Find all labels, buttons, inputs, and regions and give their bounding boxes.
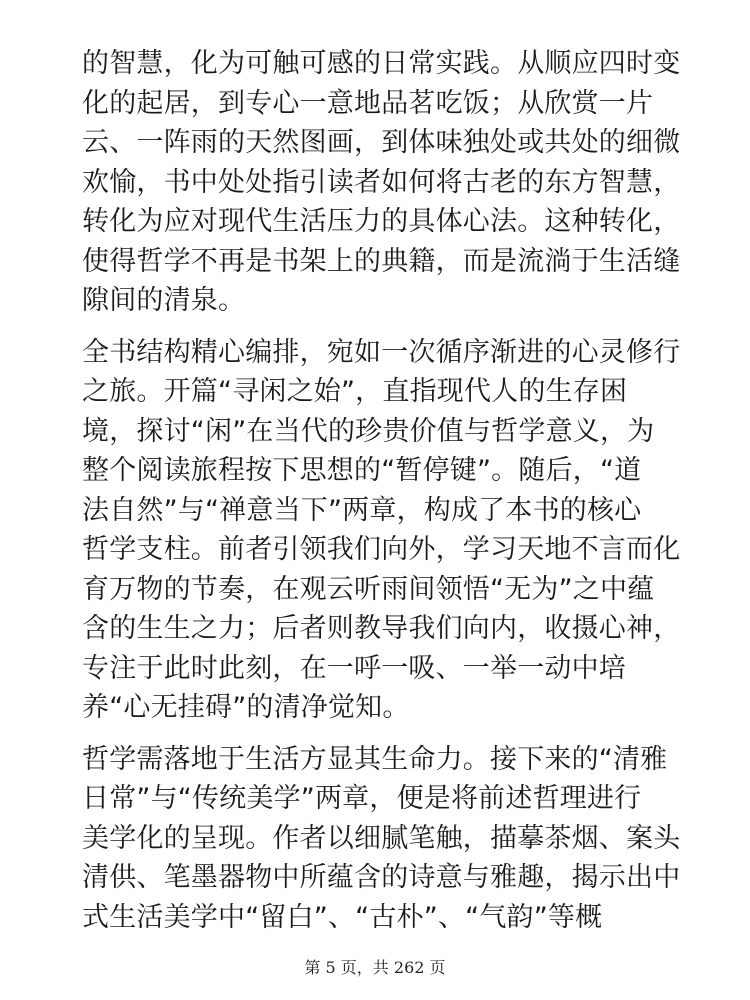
text-line: 哲学需落地于生活方显其生命力。接下来的“清雅 [82,743,668,775]
paragraph-2 [82,333,682,728]
text-line: 欢愉，书中处处指引读者如何将古老的东方智慧， [82,166,681,198]
text-line: 全书结构精心编排，宛如一次循序渐进的心灵修行 [82,336,681,368]
text-line: 化的起居，到专心一意地品茗吃饭；从欣赏一片 [82,87,654,119]
text-line: 隙间的清泉。 [82,285,246,316]
paragraph-3 [82,740,682,938]
text-line: 哲学支柱。前者引领我们向外，学习天地不言而化 [82,534,681,565]
text-line: 法自然”与“禅意当下”两章，构成了本书的核心 [82,494,642,526]
text-line: 育万物的节奏，在观云听雨间领悟“无为”之中蕴 [82,573,655,605]
text-line: 之旅。开篇“寻闲之始”，直指现代人的生存困 [82,376,628,407]
text-line: 美学化的呈现。作者以细腻笔触，描摹茶烟、案头 [82,822,681,854]
text-line: 转化为应对现代生活压力的具体心法。这种转化， [82,206,681,237]
text-line: 使得哲学不再是书架上的典籍，而是流淌于生活缝 [82,245,681,277]
text-line: 养“心无挂碍”的清净觉知。 [82,692,410,723]
text-line: 云、一阵雨的天然图画，到体味独处或共处的细微 [82,127,681,158]
text-line: 专注于此时此刻，在一呼一吸、一举一动中培 [82,652,626,684]
page-number-footer: 第 5 页，共 262 页 [304,958,446,977]
paragraph-1 [82,44,682,321]
body-text [82,44,682,949]
text-line: 式生活美学中“留白”、“古朴”、“气韵”等概 [82,901,603,933]
text-line: 境，探讨“闲”在当代的珍贵价值与哲学意义，为 [82,415,655,447]
text-line: 的智慧，化为可触可感的日常实践。从顺应四时变 [82,48,681,79]
text-line: 整个阅读旅程按下思想的“暂停键”。随后，“道 [82,455,642,486]
text-line: 日常”与“传统美学”两章，便是将前述哲理进行 [82,783,642,814]
text-line: 清供、笔墨器物中所蕴含的诗意与雅趣，揭示出中 [82,862,681,893]
text-line: 含的生生之力；后者则教导我们向内，收摄心神， [82,613,681,644]
